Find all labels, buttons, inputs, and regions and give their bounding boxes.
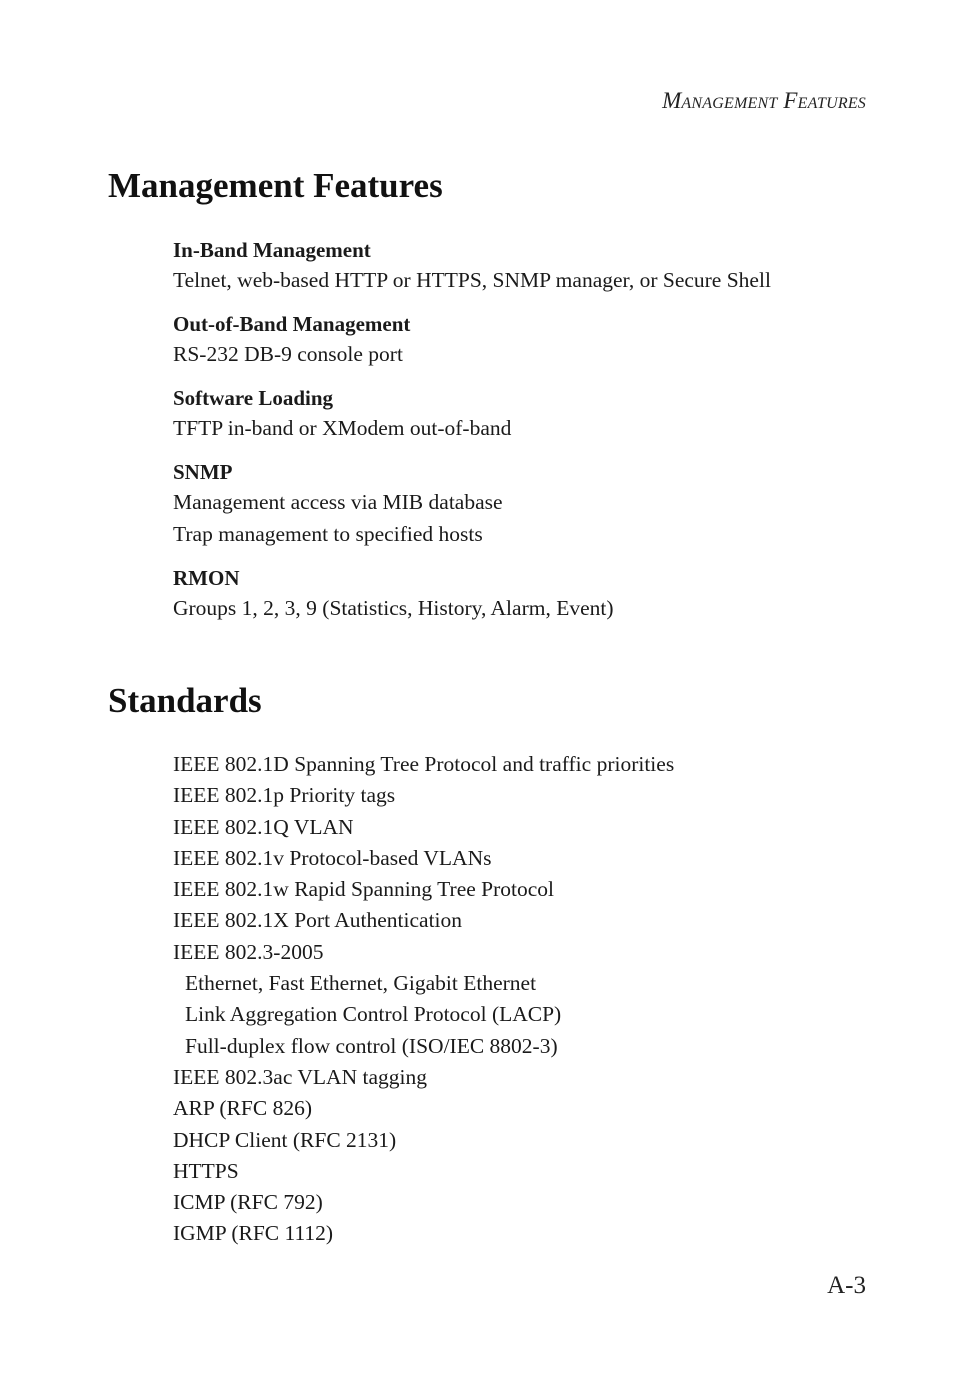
standard-item: DHCP Client (RFC 2131) (173, 1127, 397, 1152)
feature-description: Telnet, web-based HTTP or HTTPS, SNMP manager, or Secure Shell (173, 268, 771, 292)
feature-description: TFTP in-band or XModem out-of-band (173, 416, 512, 440)
standard-subitem: Full-duplex flow control (ISO/IEC 8802-3) (185, 1033, 558, 1058)
standard-item: IEEE 802.3-2005 (173, 939, 324, 964)
standard-item: ARP (RFC 826) (173, 1096, 312, 1121)
feature-heading: Software Loading (173, 386, 334, 410)
running-header: Management Features (662, 88, 866, 113)
feature-description: RS-232 DB-9 console port (173, 342, 403, 366)
standard-item: IEEE 802.1w Rapid Spanning Tree Protocol (173, 877, 555, 902)
standard-item: IEEE 802.1p Priority tags (173, 783, 396, 808)
feature-software-loading (173, 384, 873, 444)
standard-item: IEEE 802.1X Port Authentication (173, 908, 463, 933)
standard-subitem: Ethernet, Fast Ethernet, Gigabit Ethernet (185, 971, 537, 996)
standard-item: IEEE 802.1D Spanning Tree Protocol and traffic priorities (173, 752, 675, 776)
standard-subitem: Link Aggregation Control Protocol (LACP) (185, 1002, 562, 1027)
feature-description: Trap management to specified hosts (173, 522, 483, 546)
standard-item: IEEE 802.1v Protocol-based VLANs (173, 845, 492, 870)
feature-heading: SNMP (173, 460, 233, 484)
management-features-list (173, 236, 873, 638)
feature-heading: RMON (173, 566, 240, 590)
feature-out-of-band-management (173, 310, 873, 370)
feature-description: Groups 1, 2, 3, 9 (Statistics, History, Alarm, Event) (173, 596, 614, 620)
standards-list (173, 749, 873, 1250)
standard-item: IEEE 802.1Q VLAN (173, 814, 354, 839)
feature-description: Management access via MIB database (173, 490, 503, 514)
section-title-management-features: Management Features (108, 166, 443, 205)
feature-rmon (173, 564, 873, 624)
page-number: A-3 (827, 1272, 866, 1299)
section-title-standards: Standards (108, 681, 262, 720)
standard-item: IGMP (RFC 1112) (173, 1221, 334, 1246)
standard-item: ICMP (RFC 792) (173, 1190, 323, 1215)
feature-heading: Out-of-Band Management (173, 312, 411, 336)
feature-snmp (173, 458, 873, 550)
standard-item: IEEE 802.3ac VLAN tagging (173, 1064, 427, 1089)
feature-in-band-management (173, 236, 873, 296)
feature-heading: In-Band Management (173, 238, 371, 262)
standard-item: HTTPS (173, 1158, 239, 1183)
